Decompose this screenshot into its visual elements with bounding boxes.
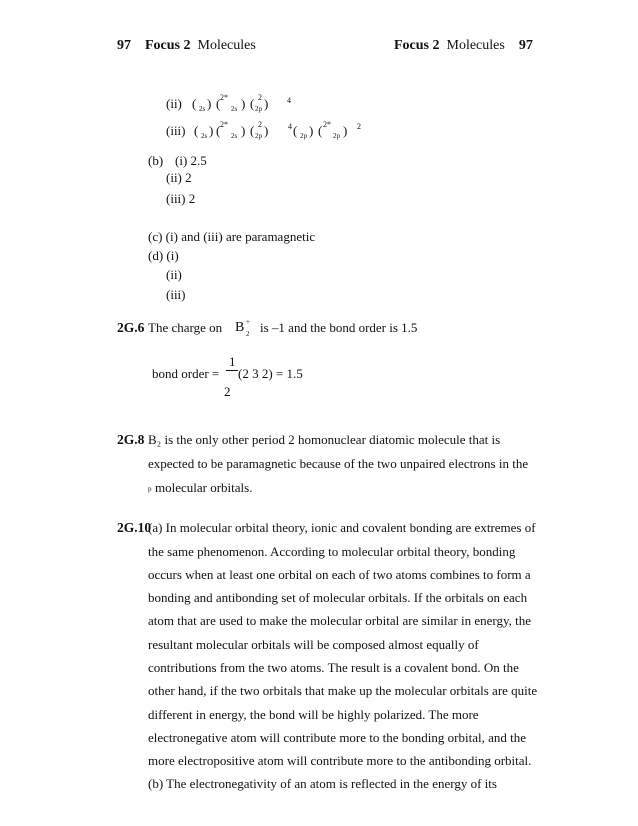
g10-line: occurs when at least one orbital on each of two atoms combines to form a <box>148 567 531 582</box>
orbital-sup: 4 <box>287 96 291 105</box>
paren: ( <box>192 96 197 111</box>
fraction-bar <box>226 370 238 371</box>
orbital-sup: 2* <box>220 120 228 129</box>
page-number-right: 97 <box>518 38 533 53</box>
config-ii-label: (ii) <box>166 96 182 111</box>
paren: ( <box>194 123 199 138</box>
paren: ( <box>216 96 221 111</box>
g10-line: different in energy, the bond will be highly polarized. The more <box>148 707 479 722</box>
g6-sub: 2 <box>246 330 250 338</box>
g10-line: resultant molecular orbitals will be composed almost equally of <box>148 637 479 652</box>
part-b-iii: (iii) 2 <box>166 191 196 206</box>
problem-label-2g8: 2G.8 <box>117 432 145 447</box>
orbital-sub: 2s <box>231 132 238 140</box>
g10-line: contributions from the two atoms. The result is a covalent bond. On the <box>148 660 519 675</box>
header-left <box>117 38 256 54</box>
paren: ) <box>207 96 212 111</box>
paren: ( <box>293 123 298 138</box>
g6-text-b: is –1 and the bond order is 1.5 <box>260 320 418 335</box>
header-right <box>394 38 533 54</box>
section-title-right: Molecules <box>446 38 505 53</box>
bond-order-denominator: 2 <box>224 384 231 399</box>
bond-order-numerator: 1 <box>229 354 236 369</box>
orbital-sup: 2 <box>258 93 262 102</box>
paren: ) <box>309 123 314 138</box>
paren: ( <box>216 123 221 138</box>
focus-label-left: Focus 2 <box>145 38 191 53</box>
paren: ) <box>241 96 246 111</box>
page-number-left: 97 <box>117 38 131 53</box>
g10-line: (b) The electronegativity of an atom is reflected in the energy of its <box>148 776 497 791</box>
orbital-sub: 2s <box>201 132 208 140</box>
orbital-sub: 2p <box>255 105 262 113</box>
paren: ( <box>318 123 323 138</box>
paren: ) <box>241 123 246 138</box>
paren: ) <box>209 123 214 138</box>
focus-label-right: Focus 2 <box>394 38 440 53</box>
g10-line: the same phenomenon. According to molecular orbital theory, bonding <box>148 544 516 559</box>
problem-label-2g10: 2G.10 <box>117 520 152 535</box>
bond-order-lhs: bond order = <box>152 366 220 381</box>
g8-line-2: expected to be paramagnetic because of the two unpaired electrons in the <box>148 456 529 471</box>
orbital-sub: 2p <box>300 132 307 140</box>
g10-line: atom that are used to make the molecular orbital are similar in energy, the <box>148 613 531 628</box>
g10-line: (a) In molecular orbital theory, ionic and covalent bonding are extremes of <box>148 520 536 535</box>
part-d-ii: (ii) <box>166 267 182 282</box>
g8-line-3: molecular orbitals. <box>155 480 253 495</box>
paren: ( <box>250 96 255 111</box>
part-d-label: (d) (i) <box>148 248 179 263</box>
orbital-sub: 2p <box>333 132 340 140</box>
orbital-sub: 2s <box>231 105 238 113</box>
part-b-label: (b) <box>148 153 164 168</box>
part-b-i: (i) 2.5 <box>175 153 207 168</box>
g8-line-1: B₂ is the only other period 2 homonuclear diatomic molecule that is <box>148 432 501 447</box>
orbital-sub: 2s <box>199 105 206 113</box>
problem-label-2g6: 2G.6 <box>117 320 145 335</box>
paren: ) <box>343 123 348 138</box>
paren: ) <box>264 96 269 111</box>
section-title-left: Molecules <box>197 38 256 53</box>
orbital-sup: 2* <box>220 93 228 102</box>
orbital-sup: 4 <box>288 122 292 131</box>
paren: ( <box>250 123 255 138</box>
g10-line: bonding and antibonding set of molecular orbitals. If the orbitals on each <box>148 590 528 605</box>
orbital-sub: 2p <box>255 132 262 140</box>
g10-line: electronegative atom will contribute more to the bonding orbital, and the <box>148 730 526 745</box>
paren: ) <box>264 123 269 138</box>
orbital-sup: 2* <box>323 120 331 129</box>
g8-line-3-sub: p <box>148 485 152 493</box>
part-d-iii: (iii) <box>166 287 186 302</box>
bond-order-rhs: (2 3 2) = 1.5 <box>238 366 303 381</box>
g10-line: more electropositive atom will contribute more to the antibonding orbital. <box>148 753 532 768</box>
g6-text-a: The charge on <box>148 320 223 335</box>
config-iii-label: (iii) <box>166 123 186 138</box>
g6-sup: + <box>246 318 250 326</box>
g10-line: other hand, if the two orbitals that make up the molecular orbitals are quite <box>148 683 538 698</box>
g6-symbol: B <box>235 320 245 335</box>
orbital-sup: 2 <box>258 120 262 129</box>
part-c: (c) (i) and (iii) are paramagnetic <box>148 229 316 244</box>
part-b-ii: (ii) 2 <box>166 170 192 185</box>
orbital-sup: 2 <box>357 122 361 131</box>
